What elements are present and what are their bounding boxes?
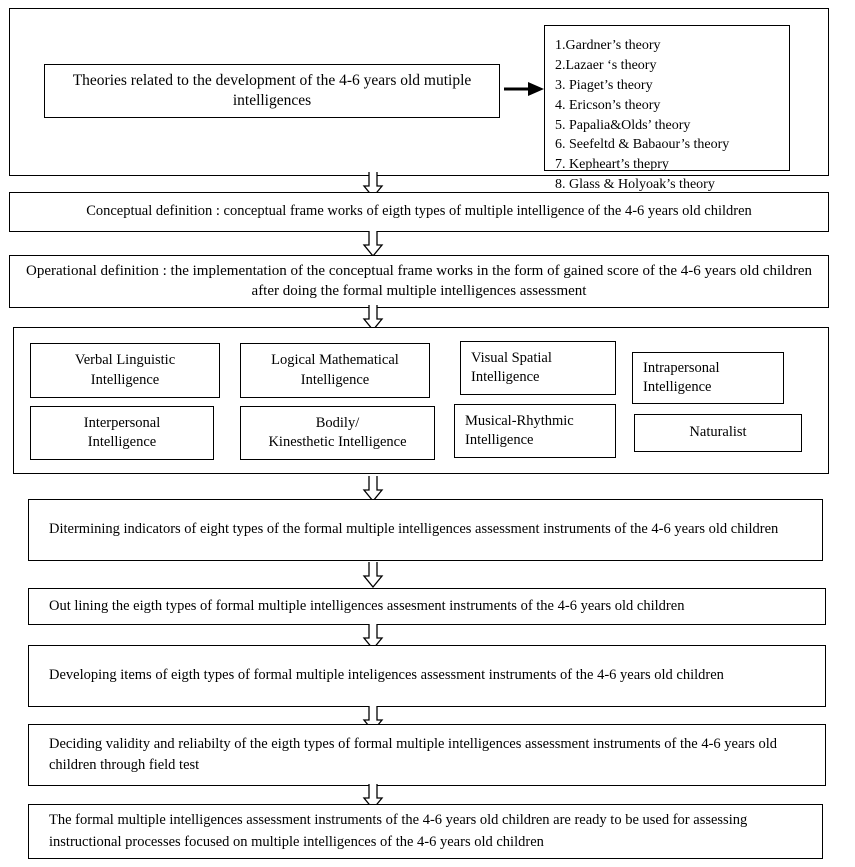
intelligence-label: Naturalist bbox=[689, 424, 747, 441]
process-step-ready-to-use bbox=[28, 804, 823, 859]
intelligence-box-visual-spatial bbox=[460, 341, 616, 395]
list-item: 7. Kepheart’s thepry bbox=[555, 157, 669, 173]
process-step-outlining bbox=[28, 588, 826, 625]
intelligence-box-logical-mathematical bbox=[240, 343, 430, 398]
theories-list-box bbox=[544, 25, 790, 193]
intelligence-label: Logical Mathematical Intelligence bbox=[271, 352, 399, 388]
theories-title-box bbox=[44, 64, 500, 118]
intelligence-label: Intrapersonal Intelligence bbox=[643, 359, 720, 395]
list-item: 8. Glass & Holyoak’s theory bbox=[555, 177, 715, 193]
process-step-validity-reliability bbox=[28, 724, 826, 786]
solid-right-arrow-icon bbox=[504, 81, 544, 97]
intelligence-label: Bodily/ Kinesthetic Intelligence bbox=[268, 414, 407, 450]
process-step-text: Out lining the eigth types of formal multiple intelligences assesment instruments of the 4-6 years old children bbox=[49, 597, 685, 614]
intelligence-box-intrapersonal bbox=[632, 352, 784, 404]
conceptual-definition-box bbox=[9, 192, 829, 232]
process-step-text: Developing items of eigth types of formal multiple inteligences assessment instruments of the 4-6 years old children bbox=[49, 667, 724, 684]
operational-definition-box bbox=[9, 255, 829, 308]
intelligence-label: Interpersonal Intelligence bbox=[83, 414, 161, 450]
list-item: 4. Ericson’s theory bbox=[555, 97, 661, 113]
hollow-down-arrow-icon bbox=[362, 231, 384, 257]
process-step-text: Ditermining indicators of eight types of the formal multiple intelligences assessment instruments of the 4-6 years old children bbox=[49, 521, 779, 538]
theories-title-text: Theories related to the development of the 4-6 years old mutiple intelligences bbox=[72, 71, 472, 109]
intelligence-box-bodily-kinesthetic bbox=[240, 406, 435, 460]
list-item: 6. Seefeltd & Babaour’s theory bbox=[555, 137, 730, 153]
intelligence-label: Visual Spatial Intelligence bbox=[471, 349, 552, 385]
conceptual-definition-text: Conceptual definition : conceptual frame works of eigth types of multiple intelligence of the 4-6 years old children bbox=[86, 203, 752, 220]
hollow-down-arrow-icon bbox=[362, 562, 384, 588]
intelligence-label: Verbal Linguistic Intelligence bbox=[74, 352, 176, 388]
intelligence-box-interpersonal bbox=[30, 406, 214, 460]
process-step-text: Deciding validity and reliabilty of the eigth types of formal multiple intelligences assessment instruments of the 4-6 years old children through field test bbox=[49, 735, 778, 773]
list-item: 3. Piaget’s theory bbox=[555, 77, 653, 93]
process-step-determining-indicators bbox=[28, 499, 823, 561]
intelligences-container bbox=[13, 327, 829, 474]
process-step-developing-items bbox=[28, 645, 826, 707]
intelligence-box-naturalist bbox=[634, 414, 802, 452]
intelligence-box-musical-rhythmic bbox=[454, 404, 616, 458]
intelligence-box-verbal-linguistic bbox=[30, 343, 220, 398]
process-step-text: The formal multiple intelligences assessment instruments of the 4-6 years old children are ready to be used for assessing instructional processes focused on multiple intelligences of the 4-6 years old children bbox=[49, 812, 748, 850]
top-section-container bbox=[9, 8, 829, 193]
operational-definition-text: Operational definition : the implementation of the conceptual frame works in the form of gained score of the 4-6 years old children after doing the formal multiple intelligences assessment bbox=[26, 262, 812, 299]
list-item: 1.Gardner’s theory bbox=[555, 38, 661, 53]
intelligence-label: Musical-Rhythmic Intelligence bbox=[465, 412, 574, 448]
list-item: 5. Papalia&Olds’ theory bbox=[555, 117, 691, 133]
list-item: 2.Lazaer ‘s theory bbox=[555, 57, 657, 73]
